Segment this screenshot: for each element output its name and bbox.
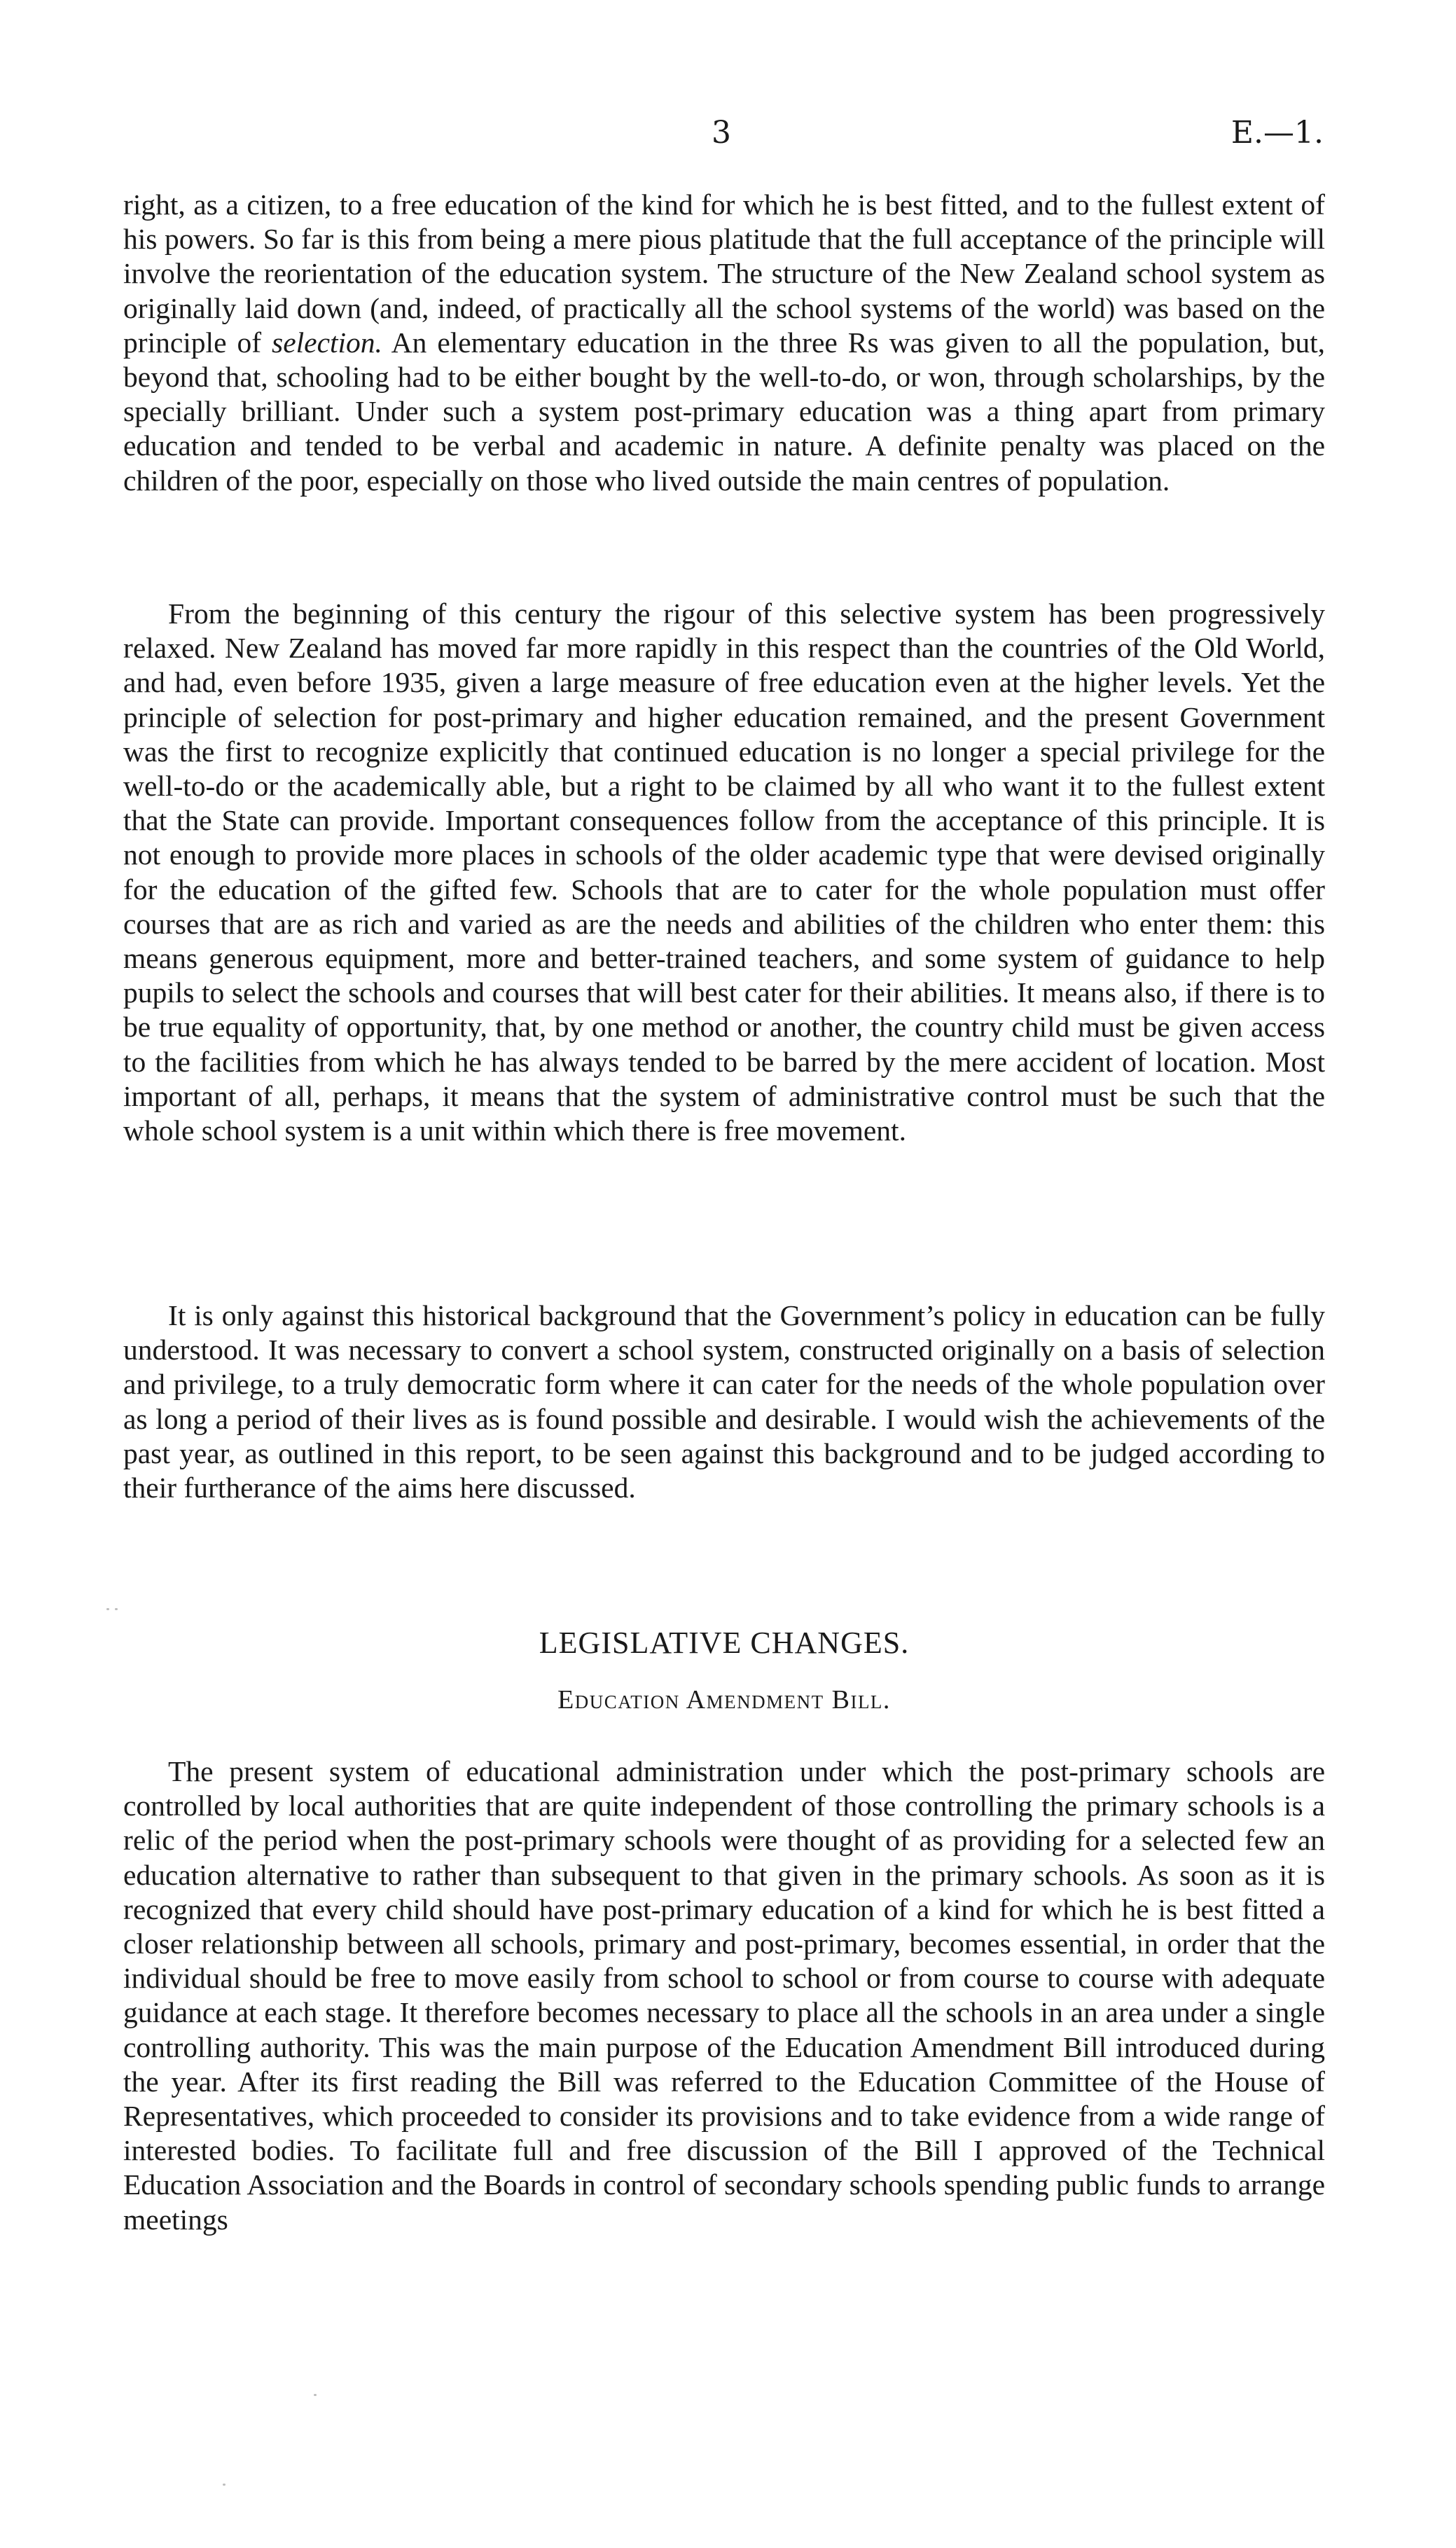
paragraph-text: right, as a citizen, to a free education of the kind for which he is best fitted, and to the fullest extent of his powers. So far is this from being a mere pious platitude that the full acceptance of the principle will involve the reorientation of the education system. The structure of the New Zealand school system as originally laid down (and, indeed, of practically all the school systems of the world) was based on the principle of [123,188,1325,359]
subsection-heading: Education Amendment Bill. [557,1685,891,1715]
paragraph-historical-background [123,1299,1325,1505]
paragraph-text: It is only against this historical background that the Government’s policy in education can be fully understood. It was necessary to convert a school system, constructed originally on a basis of selection and privilege, to a truly democratic form where it can cater for the needs of the whole population over as long a period of their lives as is found possible and desirable. I would wish the achievements of the past year, as outlined in this report, to be seen against this background and to be judged according to their furtherance of the aims here discussed. [123,1299,1325,1504]
paragraph-text: From the beginning of this century the rigour of this selective system has been progressively relaxed. New Zealand has moved far more rapidly in this respect than the countries of the Old World, and had, even before 1935, given a large measure of free education even at the higher levels. Yet the principle of selection for post-primary and higher education remained, and the present Government was the first to recognize explicitly that continued education is no longer a special privilege for the well-to-do or the academically able, but a right to be claimed by all who want it to the fullest extent that the State can provide. Important consequences follow from the acceptance of this principle. It is not enough to provide more places in schools of the older academic type that were devised originally for the education of the gifted few. Schools that are to cater for the whole population must offer courses that are as rich and varied as are the needs and abilities of the children who enter them: this means generous equipment, more and better-trained teachers, and some system of guidance to help pupils to select the schools and courses that will best cater for their abilities. It means also, if there is to be true equality of opportunity, that, by one method or another, the country child must be given access to the facilities from which he has always tended to be barred by the mere accident of location. Most important of all, perhaps, it means that the system of administrative control must be such that the whole school system is a unit within which there is free movement. [123,597,1325,1147]
paragraph-text: The present system of educational administration under which the post-primary schools are controlled by local authorities that are quite independent of those controlling the primary schools is a relic of the period when the post-primary schools were thought of as providing for a selected few an education alternative to rather than subsequent to that given in the primary schools. As soon as it is recognized that every child should have post-primary education of a kind for which he is best fitted a closer relationship between all schools, primary and post-primary, becomes essential, in order that the individual should be free to move easily from school to school or from course to course with adequate guidance at each stage. It therefore becomes necessary to place all the schools in an area under a single controlling authority. This was the main purpose of the Education Amendment Bill introduced during the year. After its first reading the Bill was referred to the Education Committee of the House of Representatives, which proceeded to consider its provisions and to take evidence from a wide range of interested bodies. To facilitate full and free discussion of the Bill I approved of the Technical Education Association and the Boards in control of secondary schools spending public funds to arrange meetings [123,1755,1325,2236]
paragraph-selective-system [123,597,1325,1148]
paragraph-text-continued: An elementary education in the three Rs was given to all the population, but, beyond that, schooling had to be either bought by the well-to-do, or won, through scholarships, by the specially brilliant. Under such a system post-primary education was a thing apart from primary education and tended to be verbal and academic in nature. A definite penalty was placed on the children of the poor, especially on those who lived outside the main centres of population. [123,326,1326,497]
section-heading: LEGISLATIVE CHANGES. [539,1626,910,1660]
scan-speck [314,2394,317,2396]
paragraph-education-amendment-bill [123,1754,1325,2237]
document-reference: E.—1. [1230,115,1324,151]
emphasis-selection: selection. [272,326,382,359]
paragraph-continuation [123,188,1325,498]
scan-speck [115,1608,118,1610]
scan-speck [106,1608,109,1610]
page-number: 3 [712,115,731,151]
scan-speck [223,2484,226,2486]
